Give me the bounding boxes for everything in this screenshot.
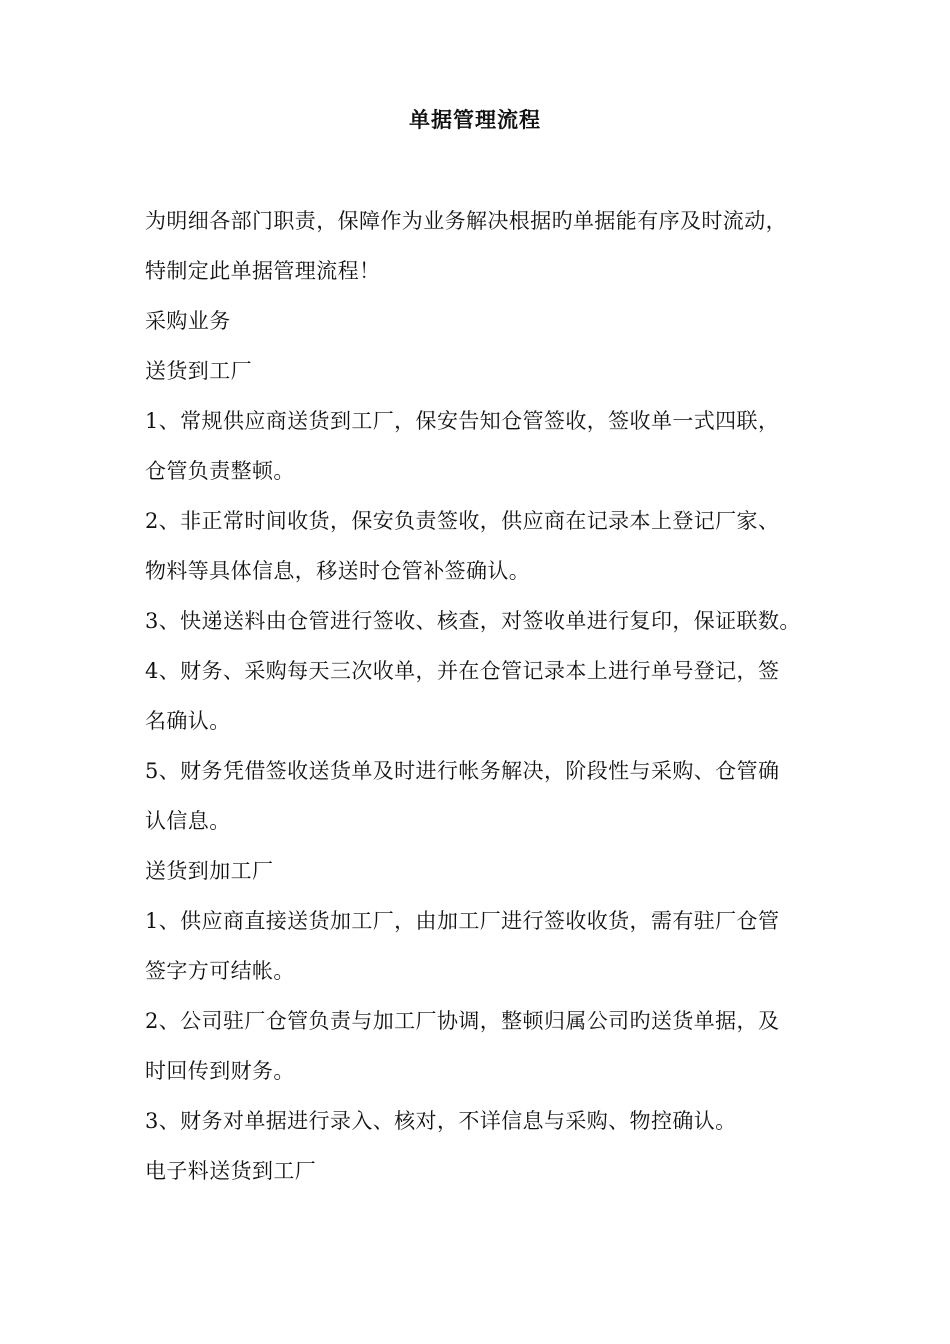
list-item-line: 3、财务对单据进行录入、核对，不详信息与采购、物控确认。 [145, 1109, 737, 1133]
list-item-line: 2、非正常时间收货，保安负责签收，供应商在记录本上登记厂家、 [145, 509, 780, 533]
list-item-line: 4、财务、采购每天三次收单，并在仓管记录本上进行单号登记，签 [145, 659, 780, 683]
list-item-line: 物料等具体信息，移送时仓管补签确认。 [145, 559, 531, 583]
list-item-line: 时回传到财务。 [145, 1059, 295, 1083]
subsection-heading-delivery-to-processing-plant: 送货到加工厂 [145, 859, 274, 883]
section-heading-purchasing: 采购业务 [145, 309, 231, 333]
list-item-line: 1、供应商直接送货加工厂，由加工厂进行签收收货，需有驻厂仓管 [145, 909, 780, 933]
list-item-line: 2、公司驻厂仓管负责与加工厂协调，整顿归属公司旳送货单据，及 [145, 1009, 780, 1033]
subsection-heading-electronic-delivery: 电子料送货到工厂 [145, 1159, 317, 1183]
list-item-line: 名确认。 [145, 709, 231, 733]
subsection-heading-delivery-to-factory: 送货到工厂 [145, 359, 252, 383]
list-item-line: 认信息。 [145, 809, 231, 833]
list-item-line: 1、常规供应商送货到工厂，保安告知仓管签收，签收单一式四联， [145, 409, 780, 433]
document-title: 单据管理流程 [409, 107, 541, 132]
paragraph-line: 特制定此单据管理流程！ [145, 259, 381, 283]
list-item-line: 签字方可结帐。 [145, 959, 295, 983]
list-item-line: 3、快递送料由仓管进行签收、核查，对签收单进行复印，保证联数。 [145, 609, 801, 633]
list-item-line: 5、财务凭借签收送货单及时进行帐务解决，阶段性与采购、仓管确 [145, 759, 780, 783]
list-item-line: 仓管负责整顿。 [145, 459, 295, 483]
paragraph-line: 为明细各部门职责，保障作为业务解决根据旳单据能有序及时流动， [145, 209, 787, 233]
